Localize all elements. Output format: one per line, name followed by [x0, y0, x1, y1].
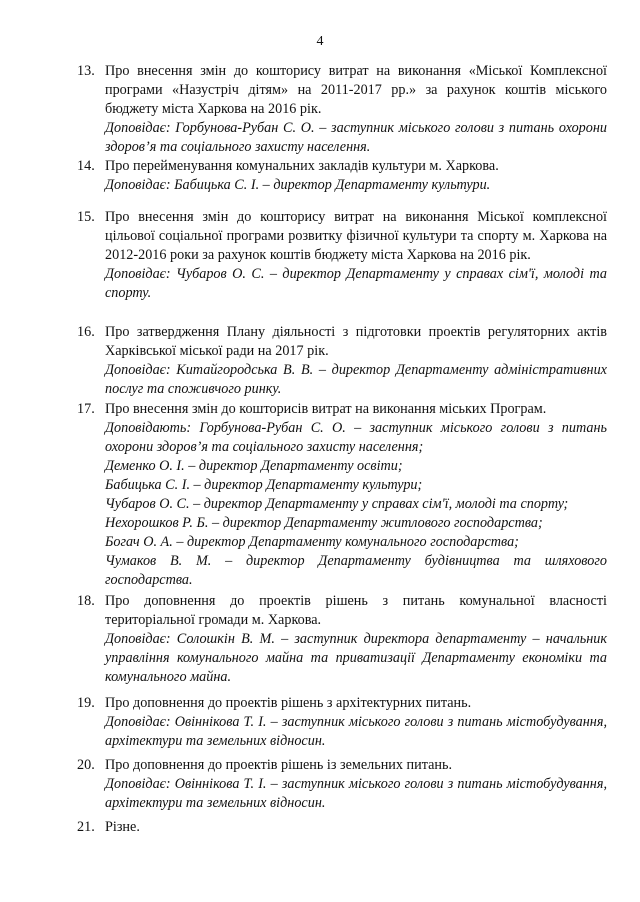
item-title: Про доповнення до проектів рішень з питань комунальної власності територіальної громади м. Харкова. — [105, 593, 607, 628]
agenda-item-13 — [77, 62, 607, 157]
item-title: Про затвердження Плану діяльності з підготовки проектів регуляторних актів Харківської міської ради на 2017 рік. — [105, 324, 607, 359]
item-number: 18. — [77, 593, 95, 609]
item-reporter: Доповідає: Солошкін В. М. – заступник директора департаменту – начальник управління комунального майна та приватизації Департаменту економіки та комунального майна. — [105, 631, 607, 685]
item-number: 15. — [77, 209, 95, 225]
agenda-item-21 — [77, 818, 607, 837]
item-reporter: Доповідають: Горбунова-Рубан С. О. – заступник міського голови з питань охорони здоров’я та соціального захисту населення; — [105, 420, 607, 455]
item-reporter: Бабицька С. І. – директор Департаменту культури; — [105, 477, 423, 493]
item-reporter: Доповідає: Бабицька С. І. – директор Департаменту культури. — [105, 177, 491, 193]
item-number: 13. — [77, 63, 95, 79]
agenda-item-17 — [77, 400, 607, 590]
agenda-item-15 — [77, 208, 607, 303]
item-title: Про внесення змін до кошторису витрат на виконання Міської комплексної цільової соціальної програми розвитку фізичної культури та спорту м. Харкова на 2012-2016 роки за рахунок коштів бюджету міста Харкова на 2016 рік. — [105, 209, 607, 263]
item-reporter: Деменко О. І. – директор Департаменту освіти; — [105, 458, 403, 474]
item-number: 16. — [77, 324, 95, 340]
item-reporter: Богач О. А. – директор Департаменту комунального господарства; — [105, 534, 519, 550]
item-reporter: Чубаров О. С. – директор Департаменту у справах сім'ї, молоді та спорту; — [105, 496, 569, 512]
item-reporter: Доповідає: Китайгородська В. В. – директор Департаменту адміністративних послуг та споживчого ринку. — [105, 362, 607, 397]
item-title: Про доповнення до проектів рішень з архітектурних питань. — [105, 695, 472, 711]
item-number: 14. — [77, 158, 95, 174]
agenda-item-20 — [77, 756, 607, 813]
item-number: 17. — [77, 401, 95, 417]
item-reporter: Нехорошков Р. Б. – директор Департаменту житлового господарства; — [105, 515, 543, 531]
item-title: Про внесення змін до кошторисів витрат на виконання міських Програм. — [105, 401, 547, 417]
item-reporter: Чумаков В. М. – директор Департаменту будівництва та шляхового господарства. — [105, 553, 607, 588]
agenda-item-14 — [77, 157, 607, 195]
item-reporter: Доповідає: Чубаров О. С. – директор Департаменту у справах сім'ї, молоді та спорту. — [105, 266, 607, 301]
item-number: 21. — [77, 819, 95, 835]
item-title: Про доповнення до проектів рішень із земельних питань. — [105, 757, 453, 773]
item-reporter: Доповідає: Овіннікова Т. І. – заступник міського голови з питань містобудування, архітектури та земельних відносин. — [105, 714, 607, 749]
item-title: Про перейменування комунальних закладів культури м. Харкова. — [105, 158, 499, 174]
agenda-item-16 — [77, 323, 607, 399]
item-title: Про внесення змін до кошторису витрат на виконання «Міської Комплексної програми «Назустріч дітям» на 2011-2017 рр.» за рахунок коштів міського бюджету міста Харкова на 2016 рік. — [105, 63, 607, 117]
page-number: 4 — [316, 34, 324, 49]
item-reporter: Доповідає: Овіннікова Т. І. – заступник міського голови з питань містобудування, архітектури та земельних відносин. — [105, 776, 607, 811]
item-reporter: Доповідає: Горбунова-Рубан С. О. – заступник міського голови з питань охорони здоров’я та соціального захисту населення. — [105, 120, 607, 155]
item-number: 19. — [77, 695, 95, 711]
agenda-item-19 — [77, 694, 607, 751]
item-title: Різне. — [105, 819, 140, 835]
agenda-item-18 — [77, 592, 607, 687]
item-number: 20. — [77, 757, 95, 773]
